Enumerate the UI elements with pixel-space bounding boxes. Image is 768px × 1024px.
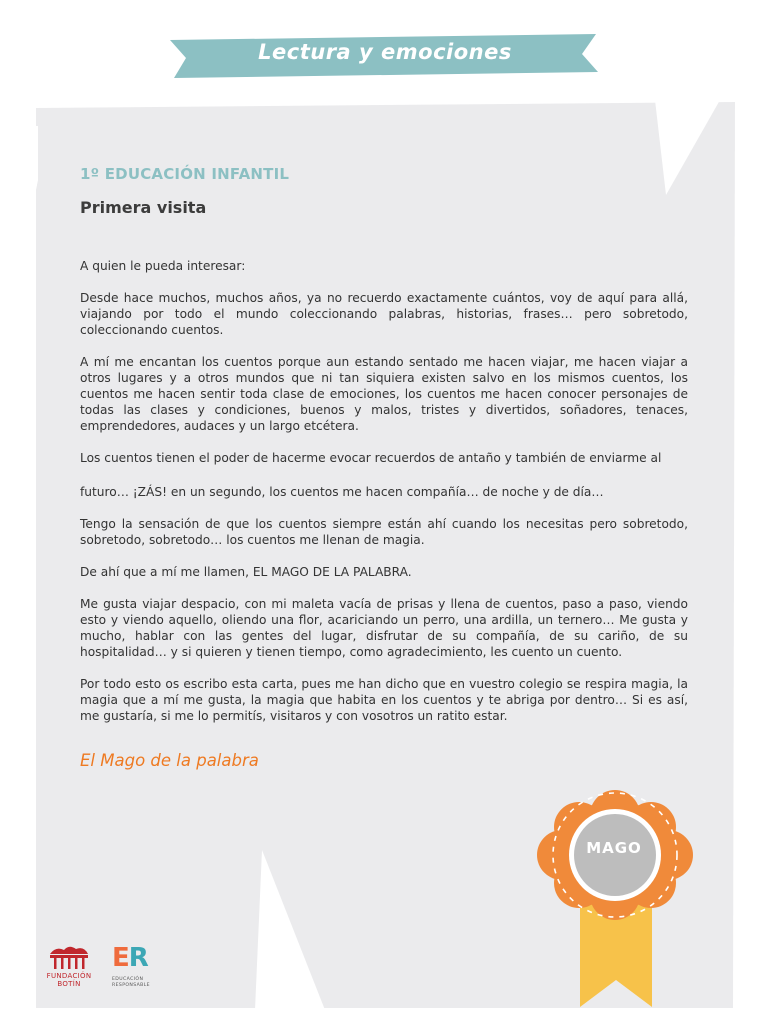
er-logo-mark: [112, 944, 148, 972]
letter-signature: El Mago de la palabra: [80, 751, 259, 770]
fundacion-botin-logo: [40, 944, 98, 992]
course-level-heading: 1º EDUCACIÓN INFANTIL: [80, 165, 290, 183]
educacion-responsable-logo: [108, 944, 170, 990]
letter-paragraph: Desde hace muchos, muchos años, ya no recuerdo exactamente cuántos, voy de aquí para allá, viajando por todo el mundo coleccionando palabras, historias, frases… pero sobretodo, coleccionando cuentos.: [80, 291, 688, 337]
botin-logo-line1: FUNDACIÓN: [46, 972, 92, 980]
botin-logo-text: [40, 972, 98, 988]
er-logo-text: [112, 977, 174, 989]
badge-label: MAGO: [586, 839, 642, 857]
er-logo-line1: EDUCACIÓN: [112, 977, 144, 982]
letter-paragraph: futuro… ¡ZÁS! en un segundo, los cuentos me hacen compañía… de noche y de día…: [80, 485, 604, 499]
letter-paragraph: Tengo la sensación de que los cuentos siempre están ahí cuando los necesitas pero sobretodo, sobretodo, sobretodo… los cuentos me llenan de magia.: [80, 517, 688, 547]
letter-paragraph: Me gusta viajar despacio, con mi maleta vacía de prisas y llena de cuentos, paso a paso, viendo esto y viendo aquello, oliendo una flor, acariciando un perro, una ardilla, un ternero… Me gusta y mucho, hablar con las gentes del lugar, disfrutar de su compañía, de su cariño, de su hospitalidad… y si quieren y tienen tiempo, como agradecimiento, les cuento un cuento.: [80, 597, 688, 659]
er-logo-e: E: [112, 943, 129, 973]
page-subtitle: Primera visita: [80, 198, 207, 217]
banner-title: Lectura y emociones: [258, 40, 512, 64]
letter-paragraph: Los cuentos tienen el poder de hacerme evocar recuerdos de antaño y también de enviarme al: [80, 451, 662, 465]
letter-paragraph: A quien le pueda interesar:: [80, 259, 246, 273]
botin-logo-line2: BOTÍN: [57, 980, 81, 988]
letter-paragraph: A mí me encantan los cuentos porque aun estando sentado me hacen viajar, me hacen viajar a otros lugares y a otros mundos que ni tan siquiera existen salvo en los mismos cuentos, los cuentos me hacen sentir toda clase de emociones, los cuentos me hacen conocer personajes de todas las clases y condiciones, buenos y malos, tristes y divertidos, soñadores, tenaces, emprendedores, audaces y un largo etcétera.: [80, 355, 688, 433]
er-logo-line2: RESPONSABLE: [112, 983, 150, 988]
letter-paragraph: De ahí que a mí me llamen, EL MAGO DE LA PALABRA.: [80, 565, 412, 579]
letter-body: [80, 258, 688, 740]
er-logo-r: R: [128, 943, 148, 973]
mago-badge-icon: [530, 775, 700, 1010]
tree-icon: [46, 944, 92, 970]
letter-paragraph: Por todo esto os escribo esta carta, pues me han dicho que en vuestro colegio se respira magia, la magia que a mí me gusta, la magia que habita en los cuentos y te abriga por dentro… Si es así, me gustaría, si me lo permitís, visitaros y con vosotros un ratito estar.: [80, 677, 688, 723]
